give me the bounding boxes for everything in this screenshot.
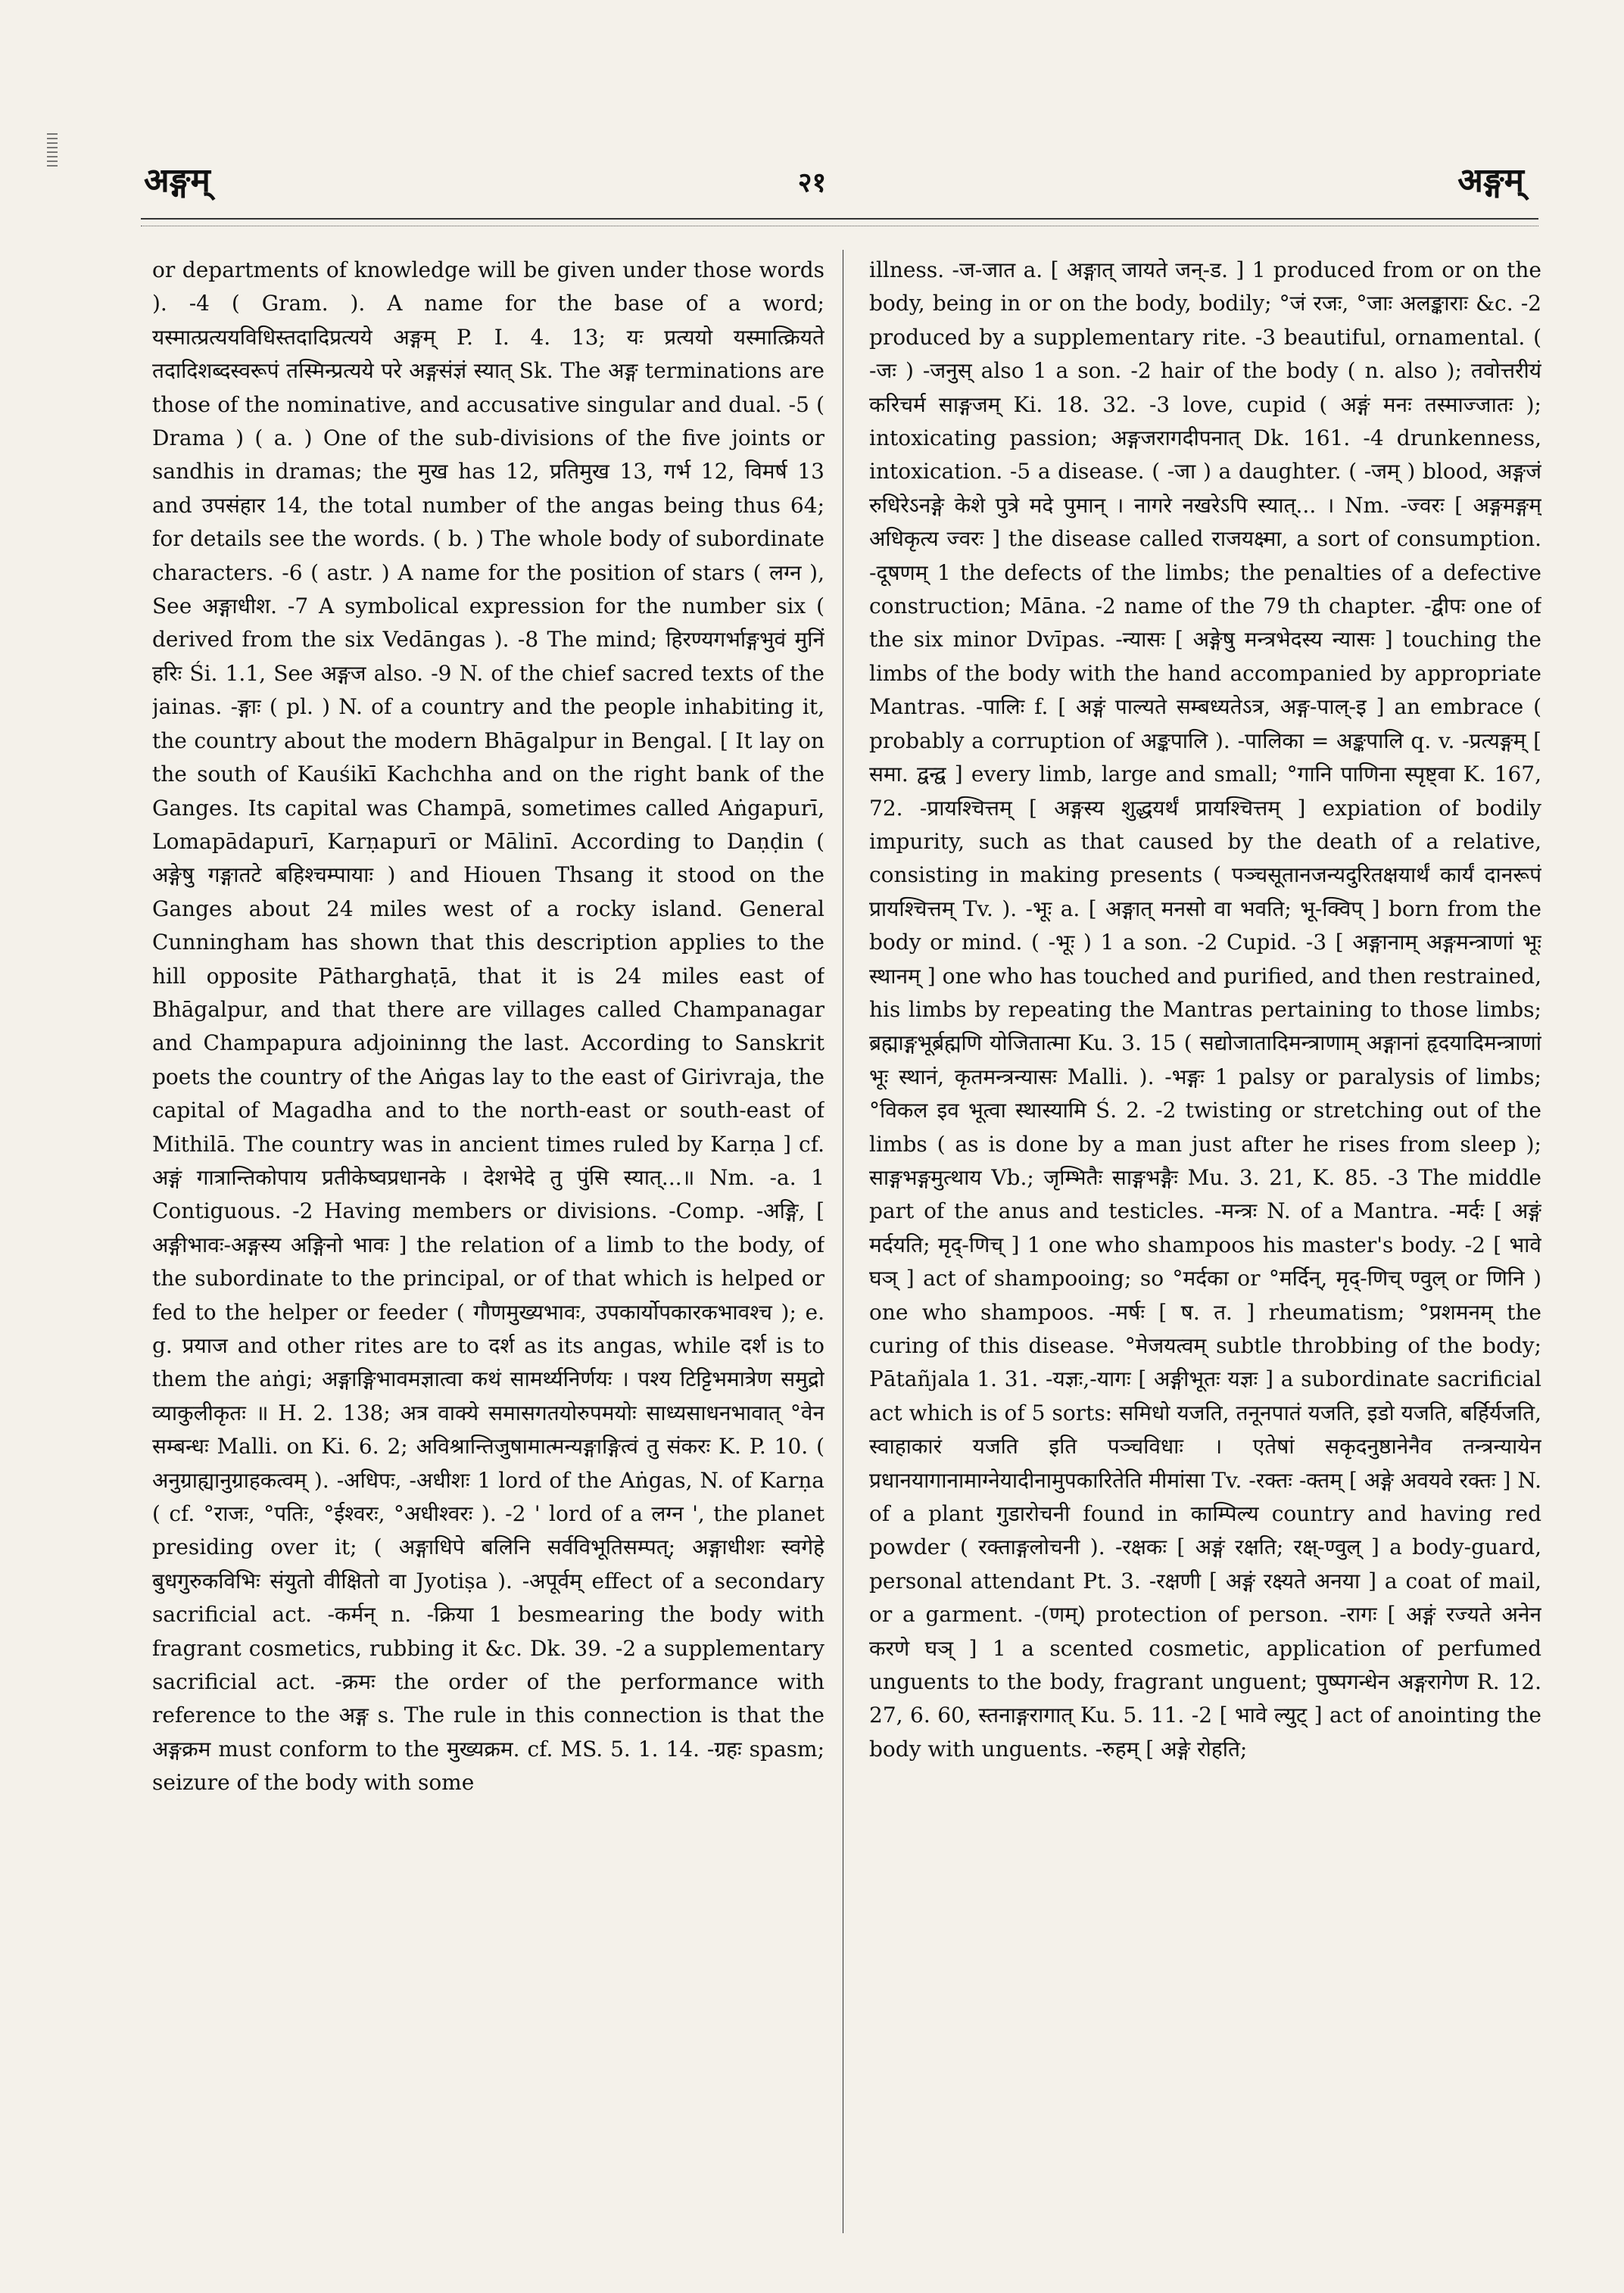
header-right-word: अङ्गम् <box>1457 161 1524 200</box>
margin-mark <box>47 133 58 167</box>
left-column <box>152 254 824 2241</box>
right-column <box>869 254 1541 2241</box>
page-number: २१ <box>797 167 827 198</box>
header-left-word: अङ्गम् <box>144 161 210 200</box>
right-column-text: illness. -ज-जात a. [ अङ्गात् जायते जन्-ड. ] 1 produced from or on the body, being in or on the body, bodily; °जं रजः, °जाः अलङ्काराः &c. -2 produced by a supplementary rite. -3 beautiful, ornamental. ( -जः ) -जनुस् also 1 a son. -2 hair of the body ( n. also ); तवोत्तरीयं करिचर्म साङ्गजम् Ki. 18. 32. -3 love, cupid ( अङ्गं मनः तस्माज्जातः ); intoxicating passion; अङ्गजरागदीपनात् Dk. 161. -4 drunkenness, intoxication. -5 a disease. ( -जा ) a daughter. ( -जम् ) blood, अङ्गजं रुधिरेऽनङ्गे केशे पुत्रे मदे पुमान् । नागरे नखरेऽपि स्यात्... । Nm. -ज्वरः [ अङ्गमङ्गम् अधिकृत्य ज्वरः ] the disease called राजयक्ष्मा, a sort of consumption. -दूषणम् 1 the defects of the limbs; the penalties of a defective construction; Māna. -2 name of the 79 th chapter. -द्वीपः one of the six minor Dvīpas. -न्यासः [ अङ्गेषु मन्त्रभेदस्य न्यासः ] touching the limbs of the body with the hand accompanied by appropriate Mantras. -पालिः f. [ अङ्गं पाल्यते सम्बध्यतेऽत्र, अङ्ग-पाल्-इ ] an embrace ( probably a corruption of अङ्कपालि ). -पालिका = अङ्कपालि q. v. -प्रत्यङ्गम् [ समा. द्वन्द्व ] every limb, large and small; °गानि पाणिना स्पृष्ट्वा K. 167, 72. -प्रायश्चित्तम् [ अङ्गस्य शुद्धयर्थं प्रायश्चित्तम् ] expiation of bodily impurity, such as that caused by the death of a relative, consisting in making presents ( पञ्चसूतानजन्यदुरितक्षयार्थं कार्यं दानरूपं प्रायश्चित्तम् Tv. ). -भूः a. [ अङ्गात् मनसो वा भवति; भू-क्विप् ] born from the body or mind. ( -भूः ) 1 a son. -2 Cupid. -3 [ अङ्गानाम् अङ्गमन्त्राणां भूः स्थानम् ] one who has touched and purified, and then restrained, his limbs by repeating the Mantras pertaining to those limbs; ब्रह्माङ्गभूर्ब्रह्मणि योजितात्मा Ku. 3. 15 ( सद्योजातादिमन्त्राणाम् अङ्गानां हृदयादिमन्त्राणां भूः स्थानं, कृतमन्त्रन्यासः Malli. ). -भङ्गः 1 palsy or paralysis of limbs; °विकल इव भूत्वा स्थास्यामि Ś. 2. -2 twisting or stretching out of the limbs ( as is done by a man just after he rises from sleep ); साङ्गभङ्गमुत्थाय Vb.; जृम्भितैः साङ्गभङ्गैः Mu. 3. 21, K. 85. -3 The middle part of the anus and testicles. -मन्त्रः N. of a Mantra. -मर्दः [ अङ्गं मर्दयति; मृद्-णिच् ] 1 one who shampoos his master's body. -2 [ भावे घञ् ] act of shampooing; so °मर्दका or °मर्दिन्, मृद्-णिच् ण्वुल् or णिनि ) one who shampoos. -मर्षः [ ष. त. ] rheumatism; °प्रशमनम् the curing of this disease. °मेजयत्वम् subtle throbbing of the body; Pātañjala 1. 31. -यज्ञः,-यागः [ अङ्गीभूतः यज्ञः ] a subordinate sacrificial act which is of 5 sorts: समिधो यजति, तनूनपातं यजति, इडो यजति, बर्हिर्यजति, स्वाहाकारं यजति इति पञ्चविधाः । एतेषां सकृदनुष्ठानेनैव तन्त्रन्यायेन प्रधानयागानामाग्नेयादीनामुपकारितेति मीमांसा Tv. -रक्तः -क्तम् [ अङ्गे अवयवे रक्तः ] N. of a plant गुडारोचनी found in काम्पिल्य country and having red powder ( रक्ताङ्गलोचनी ). -रक्षकः [ अङ्गं रक्षति; रक्ष्-ण्वुल् ] a body-guard, personal attendant Pt. 3. -रक्षणी [ अङ्गं रक्ष्यते अनया ] a coat of mail, or a garment. -(णम्) protection of person. -रागः [ अङ्गं रज्यते अनेन करणे घञ् ] 1 a scented cosmetic, application of perfumed unguents to the body, fragrant unguent; पुष्पगन्धेन अङ्गरागेण R. 12. 27, 6. 60, स्तनाङ्गरागात् Ku. 5. 11. -2 [ भावे ल्युट् ] act of anointing the body with unguents. -रुहम् [ अङ्गे रोहति; <box>869 257 1541 1762</box>
header-rule <box>141 218 1538 220</box>
left-column-text: or departments of knowledge will be given under those words ). -4 ( Gram. ). A name for the base of a word; यस्मात्प्रत्ययविधिस्तदादिप्रत्यये अङ्गम् P. I. 4. 13; यः प्रत्ययो यस्मात्क्रियते तदादिशब्दस्वरूपं तस्मिन्प्रत्यये परे अङ्गसंज्ञं स्यात् Sk. The अङ्ग terminations are those of the nominative, and accusative singular and dual. -5 ( Drama ) ( a. ) One of the sub-divisions of the five joints or sandhis in dramas; the मुख has 12, प्रतिमुख 13, गर्भ 12, विमर्ष 13 and उपसंहार 14, the total number of the angas being thus 64; for details see the words. ( b. ) The whole body of subordinate characters. -6 ( astr. ) A name for the position of stars ( लग्न ), See अङ्गाधीश. -7 A symbolical expression for the number six ( derived from the six Vedāngas ). -8 The mind; हिरण्यगर्भाङ्गभुवं मुनिं हरिः Śi. 1.1, See अङ्गज also. -9 N. of the chief sacred texts of the jainas. -ङ्गाः ( pl. ) N. of a country and the people inhabiting it, the country about the modern Bhāgalpur in Bengal. [ It lay on the south of Kauśikī Kachchha and on the right bank of the Ganges. Its capital was Champā, sometimes called Aṅgapurī, Lomapādapurī, Karṇapurī or Mālinī. According to Daṇḍin ( अङ्गेषु गङ्गातटे बहिश्चम्पायाः ) and Hiouen Thsang it stood on the Ganges about 24 miles west of a rocky island. General Cunningham has shown that this description applies to the hill opposite Pātharghaṭā, that it is 24 miles east of Bhāgalpur, and that there are villages called Champanagar and Champapura adjoininng the last. According to Sanskrit poets the country of the Aṅgas lay to the east of Girivraja, the capital of Magadha and to the north-east or south-east of Mithilā. The country was in ancient times ruled by Karṇa ] cf. अङ्गं गात्रान्तिकोपाय प्रतीकेष्वप्रधानके । देशभेदे तु पुंसि स्यात्...॥ Nm. -a. 1 Contiguous. -2 Having members or divisions. -Comp. -अङ्गि, [ अङ्गीभावः-अङ्गस्य अङ्गिनो भावः ] the relation of a limb to the body, of the subordinate to the principal, or of that which is helped or fed to the helper or feeder ( गौणमुख्यभावः, उपकार्योपकारकभावश्च ); e. g. प्रयाज and other rites are to दर्श as its angas, while दर्श is to them the aṅgi; अङ्गाङ्गिभावमज्ञात्वा कथं सामर्थ्यनिर्णयः । पश्य टिट्टिभमात्रेण समुद्रो व्याकुलीकृतः ॥ H. 2. 138; अत्र वाक्ये समासगतयोरुपमयोः साध्यसाधनभावात् °वेन सम्बन्धः Malli. on Ki. 6. 2; अविश्रान्तिजुषामात्मन्यङ्गाङ्गित्वं तु संकरः K. P. 10. ( अनुग्राह्यानुग्राहकत्वम् ). -अधिपः, -अधीशः 1 lord of the Aṅgas, N. of Karṇa ( cf. °राजः, °पतिः, °ईश्वरः, °अधीश्वरः ). -2 ' lord of a लग्न ', the planet presiding over it; ( अङ्गाधिपे बलिनि सर्वविभूतिसम्पत्; अङ्गाधीशः स्वगेहे बुधगुरुकविभिः संयुतो वीक्षितो वा Jyotiṣa ). -अपूर्वम् effect of a secondary sacrificial act. -कर्मन् n. -क्रिया 1 besmearing the body with fragrant cosmetics, rubbing it &c. Dk. 39. -2 a supplementary sacrificial act. -क्रमः the order of the performance with reference to the अङ्ग s. The rule in this connection is that the अङ्गक्रम must conform to the मुख्यक्रम. cf. MS. 5. 1. 14. -ग्रहः spasm; seizure of the body with some <box>152 257 824 1796</box>
